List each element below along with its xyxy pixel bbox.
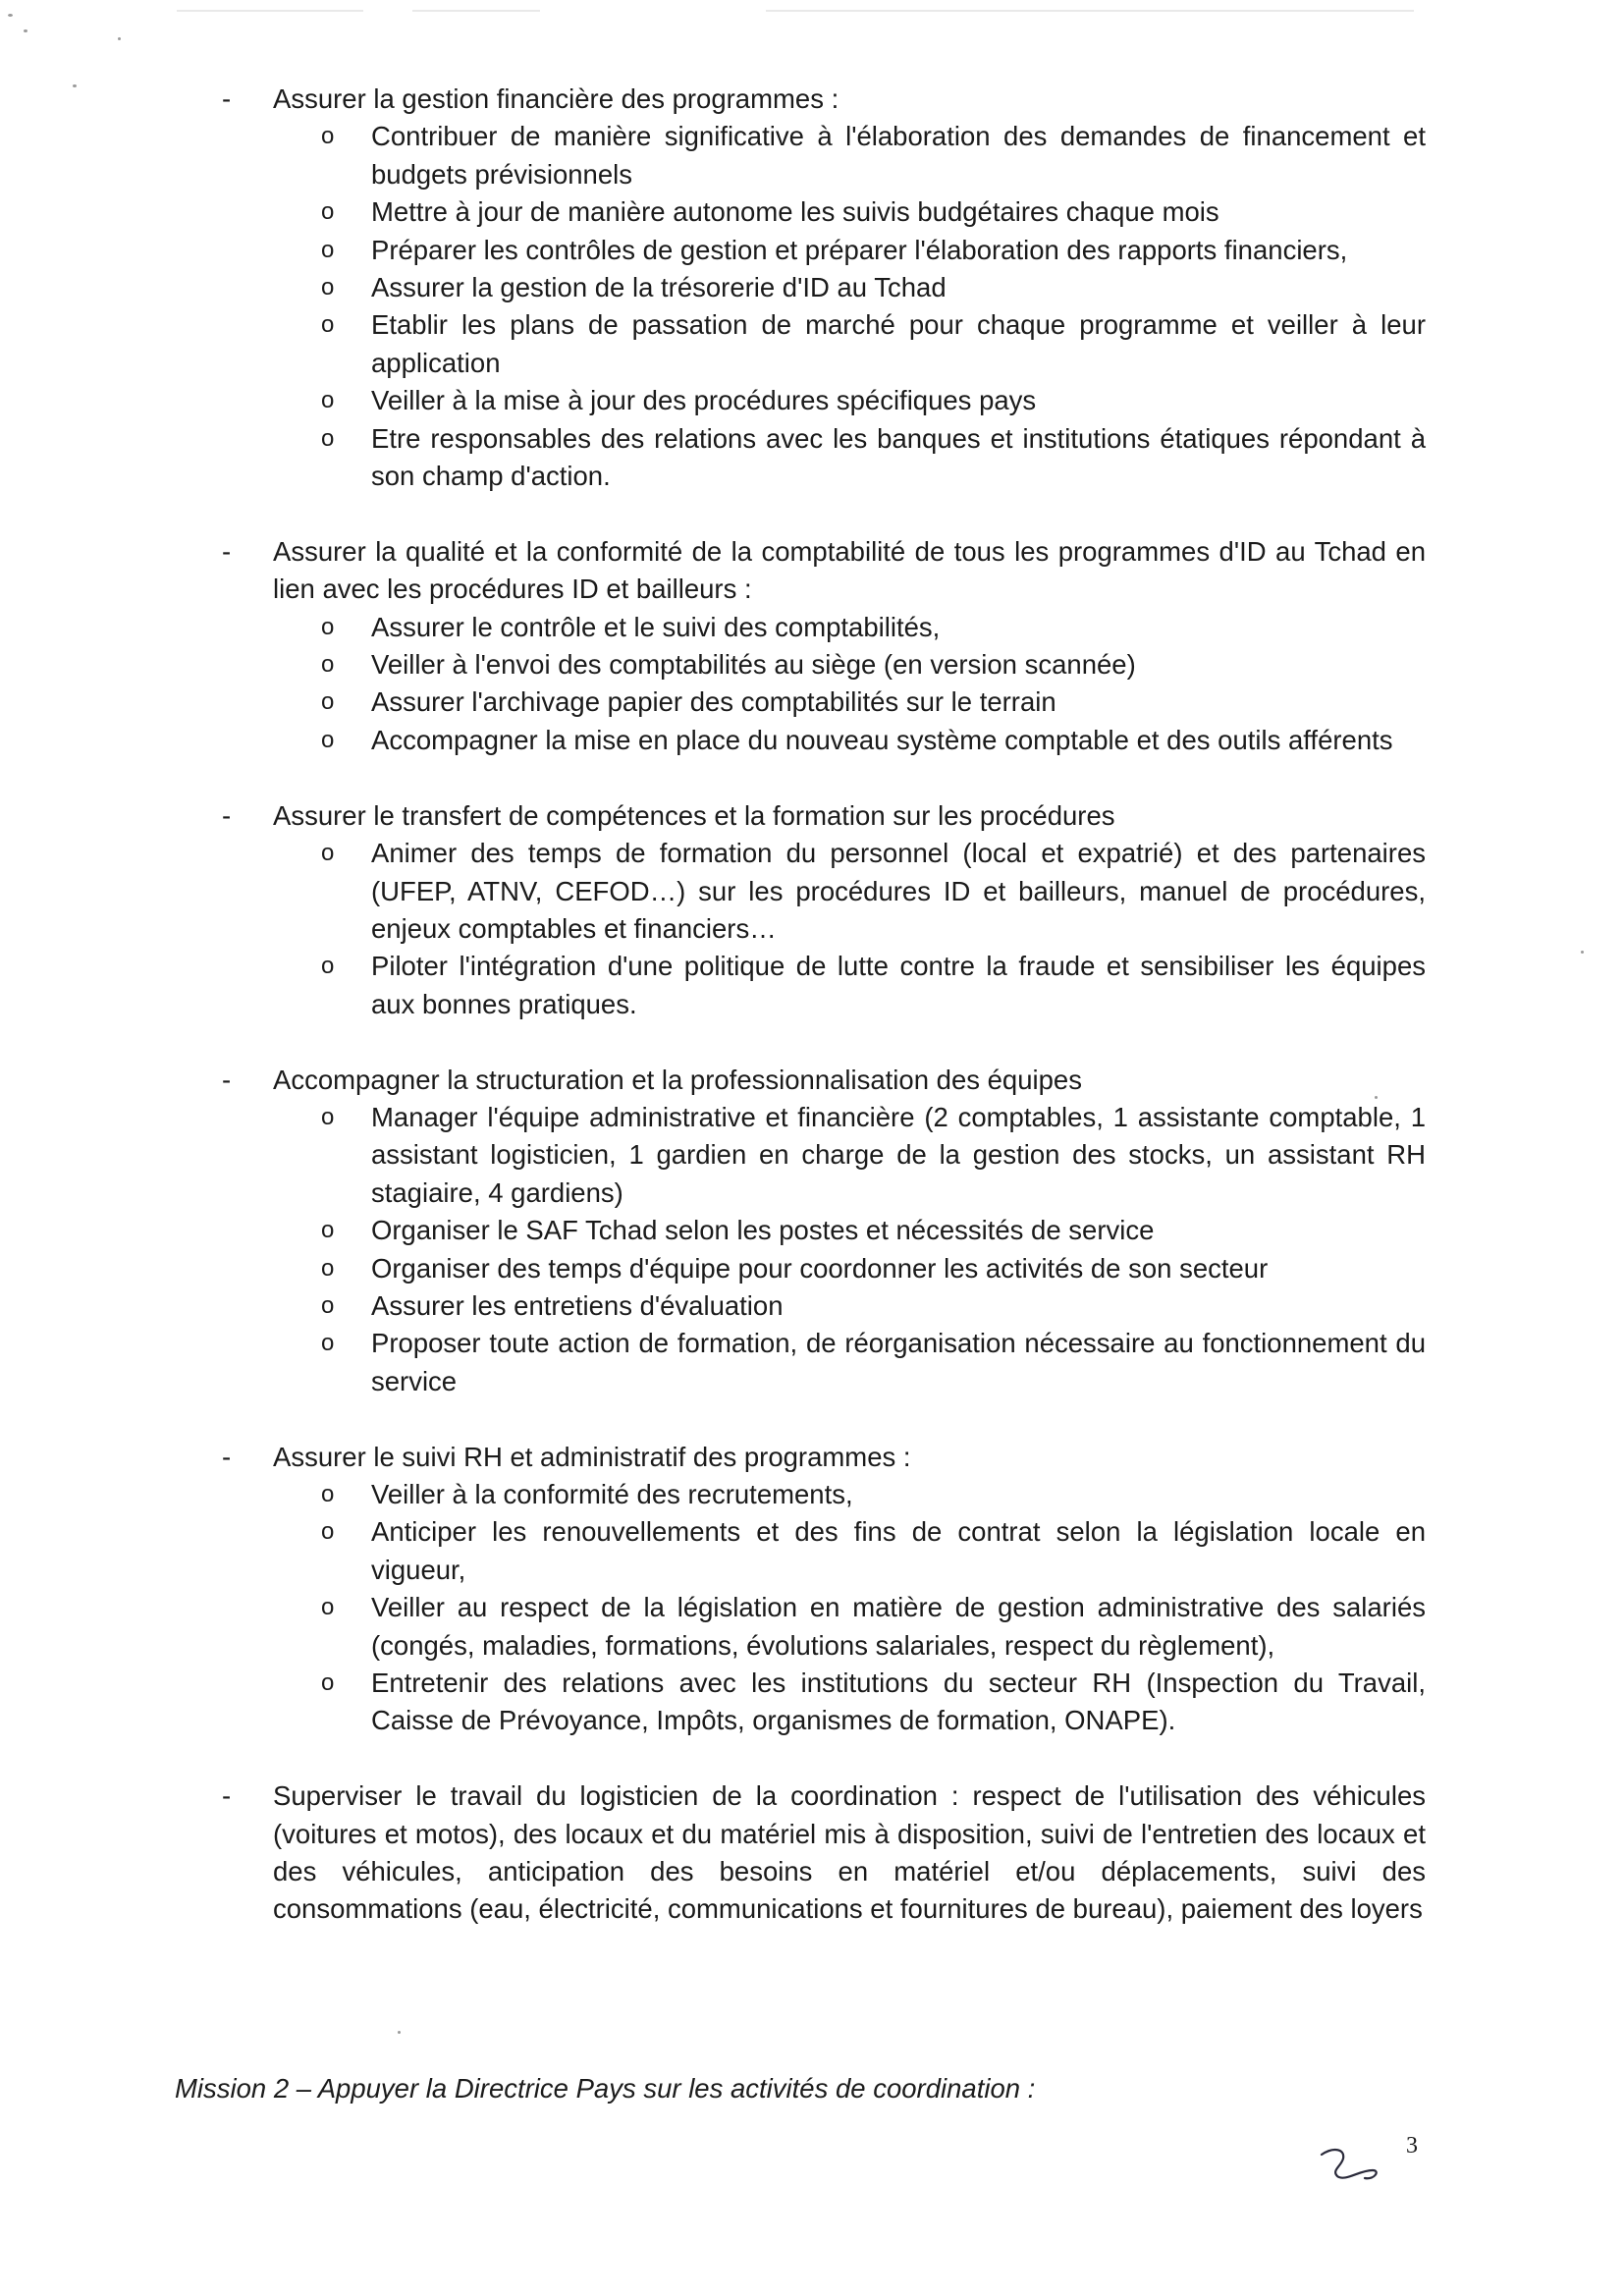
list-item-text: Veiller à la mise à jour des procédures spécifiques pays xyxy=(371,385,1037,416)
dash-bullet: - xyxy=(222,535,232,567)
scan-speck xyxy=(73,84,77,87)
responsibility-section xyxy=(218,81,1426,495)
list-item-text: Piloter l'intégration d'une politique de lutte contre la fraude et sensibiliser les équipes aux bonnes pratiques. xyxy=(371,951,1426,1019)
responsibility-section xyxy=(218,533,1426,759)
list-item-text: Assurer les entretiens d'évaluation xyxy=(371,1289,784,1321)
scan-speck xyxy=(8,14,13,17)
dash-bullet: - xyxy=(222,1780,232,1812)
scan-artifact-line xyxy=(412,10,540,12)
sub-list xyxy=(273,118,1426,495)
document-body xyxy=(218,81,1426,1966)
list-item-text: Veiller au respect de la législation en matière de gestion administrative des salariés (congés, maladies, formations, évolutions salariales, respect du règlement), xyxy=(371,1592,1426,1661)
scan-speck xyxy=(398,2031,401,2034)
scan-speck xyxy=(1581,951,1584,954)
list-item xyxy=(273,1476,1426,1513)
circle-bullet: o xyxy=(321,198,335,226)
section-heading: Accompagner la structuration et la professionnalisation des équipes xyxy=(273,1064,1082,1095)
circle-bullet: o xyxy=(321,1518,335,1546)
dash-bullet: - xyxy=(222,799,232,831)
list-item xyxy=(273,1250,1426,1287)
circle-bullet: o xyxy=(321,688,335,716)
list-item xyxy=(273,193,1426,231)
circle-bullet: o xyxy=(321,1291,335,1319)
list-item xyxy=(273,609,1426,646)
list-item-text: Entretenir des relations avec les institutions du secteur RH (Inspection du Travail, Caisse de Prévoyance, Impôts, organismes de formation, ONAPE). xyxy=(371,1667,1426,1736)
list-item-text: Veiller à l'envoi des comptabilités au siège (en version scannée) xyxy=(371,649,1136,681)
list-item xyxy=(273,722,1426,759)
dash-bullet: - xyxy=(222,83,232,114)
scan-speck xyxy=(24,29,27,32)
dash-bullet: - xyxy=(222,1441,232,1472)
list-item xyxy=(273,269,1426,306)
circle-bullet: o xyxy=(321,236,335,263)
circle-bullet: o xyxy=(321,1254,335,1282)
sub-list xyxy=(273,1099,1426,1400)
circle-bullet: o xyxy=(321,651,335,679)
list-item-text: Manager l'équipe administrative et financière (2 comptables, 1 assistante comptable, 1 assistant logisticien, 1 gardien en charge de la gestion des stocks, un assistant RH stagiaire, 4 gardiens) xyxy=(371,1101,1426,1208)
section-heading: Superviser le travail du logisticien de la coordination : respect de l'utilisation des véhicules (voitures et motos), des locaux et du matériel mis à disposition, suivi de l'entretien des locaux et des véhicules, anticipation des besoins en matériel et/ou déplacements, suivi des consommations (eau, électricité, communications et fournitures de bureau), paiement des loyers xyxy=(273,1780,1426,1925)
mission-heading: Mission 2 – Appuyer la Directrice Pays sur les activités de coordination : xyxy=(175,2073,1036,2104)
scan-artifact-line xyxy=(177,10,363,12)
circle-bullet: o xyxy=(321,953,335,980)
list-item xyxy=(273,1325,1426,1400)
sub-list xyxy=(273,609,1426,760)
responsibility-section xyxy=(218,1777,1426,1929)
list-item-text: Organiser le SAF Tchad selon les postes et nécessités de service xyxy=(371,1215,1155,1246)
list-item xyxy=(273,835,1426,948)
circle-bullet: o xyxy=(321,311,335,339)
page-number: 3 xyxy=(1406,2133,1418,2159)
section-heading: Assurer le suivi RH et administratif des programmes : xyxy=(273,1441,911,1472)
list-item xyxy=(273,118,1426,193)
circle-bullet: o xyxy=(321,726,335,753)
circle-bullet: o xyxy=(321,1480,335,1507)
list-item-text: Etablir les plans de passation de marché pour chaque programme et veiller à leur application xyxy=(371,309,1426,378)
list-item xyxy=(273,382,1426,419)
circle-bullet: o xyxy=(321,840,335,867)
list-item-text: Assurer la gestion de la trésorerie d'ID au Tchad xyxy=(371,272,947,303)
list-item xyxy=(273,683,1426,721)
section-heading: Assurer la qualité et la conformité de la comptabilité de tous les programmes d'ID au Tchad en lien avec les procédures ID et bailleurs : xyxy=(273,535,1426,605)
circle-bullet: o xyxy=(321,274,335,301)
circle-bullet: o xyxy=(321,1217,335,1244)
scan-artifact-line xyxy=(766,10,1414,12)
scan-speck xyxy=(118,37,121,40)
circle-bullet: o xyxy=(321,1330,335,1357)
list-item xyxy=(273,420,1426,496)
list-item-text: Proposer toute action de formation, de réorganisation nécessaire au fonctionnement du service xyxy=(371,1328,1426,1396)
list-item xyxy=(273,948,1426,1023)
list-item-text: Assurer l'archivage papier des comptabilités sur le terrain xyxy=(371,686,1056,718)
circle-bullet: o xyxy=(321,613,335,640)
circle-bullet: o xyxy=(321,1669,335,1696)
list-item xyxy=(273,306,1426,382)
list-item xyxy=(273,1099,1426,1212)
circle-bullet: o xyxy=(321,123,335,150)
responsibility-section xyxy=(218,797,1426,1023)
circle-bullet: o xyxy=(321,387,335,414)
list-item xyxy=(273,1212,1426,1249)
responsibility-section xyxy=(218,1439,1426,1740)
circle-bullet: o xyxy=(321,1103,335,1130)
sub-list xyxy=(273,1476,1426,1740)
responsibility-section xyxy=(218,1062,1426,1401)
list-item-text: Organiser des temps d'équipe pour coordonner les activités de son secteur xyxy=(371,1252,1269,1284)
circle-bullet: o xyxy=(321,424,335,452)
list-item xyxy=(273,232,1426,269)
list-item-text: Accompagner la mise en place du nouveau système comptable et des outils afférents xyxy=(371,724,1393,755)
section-heading: Assurer la gestion financière des programmes : xyxy=(273,83,839,114)
list-item-text: Veiller à la conformité des recrutements, xyxy=(371,1478,853,1509)
list-item-text: Préparer les contrôles de gestion et préparer l'élaboration des rapports financiers, xyxy=(371,234,1348,265)
list-item-text: Animer des temps de formation du personnel (local et expatrié) et des partenaires (UFEP, ATNV, CEFOD…) sur les procédures ID et bailleurs, manuel de procédures, enjeux comptables et financiers… xyxy=(371,838,1426,944)
sub-list xyxy=(273,835,1426,1023)
list-item-text: Mettre à jour de manière autonome les suivis budgétaires chaque mois xyxy=(371,196,1219,228)
circle-bullet: o xyxy=(321,1594,335,1621)
list-item xyxy=(273,1513,1426,1589)
list-item xyxy=(273,1589,1426,1665)
handwritten-initials xyxy=(1316,2141,1384,2190)
list-item xyxy=(273,646,1426,683)
dash-bullet: - xyxy=(222,1064,232,1095)
list-item-text: Contribuer de manière significative à l'élaboration des demandes de financement et budgets prévisionnels xyxy=(371,121,1426,190)
section-heading: Assurer le transfert de compétences et la formation sur les procédures xyxy=(273,799,1115,831)
list-item-text: Etre responsables des relations avec les banques et institutions étatiques répondant à son champ d'action. xyxy=(371,422,1426,492)
list-item-text: Anticiper les renouvellements et des fins de contrat selon la législation locale en vigueur, xyxy=(371,1516,1426,1585)
list-item xyxy=(273,1287,1426,1325)
list-item-text: Assurer le contrôle et le suivi des comptabilités, xyxy=(371,611,941,642)
list-item xyxy=(273,1665,1426,1740)
